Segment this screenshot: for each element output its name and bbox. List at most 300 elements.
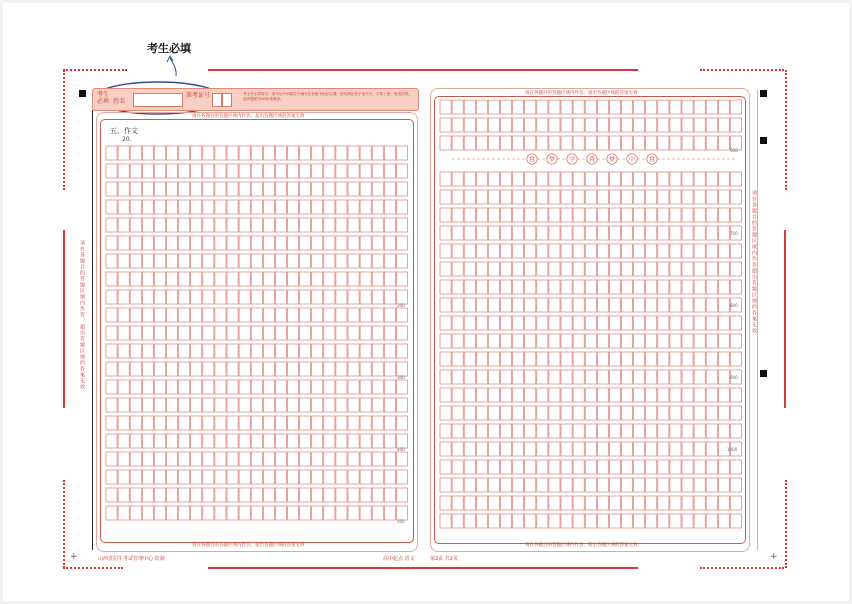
- grid-cell[interactable]: [670, 208, 681, 222]
- grid-cell[interactable]: [706, 352, 717, 366]
- grid-cell[interactable]: [646, 244, 657, 258]
- grid-cell[interactable]: [622, 136, 633, 150]
- grid-cell[interactable]: [464, 478, 475, 492]
- grid-cell[interactable]: [476, 190, 487, 204]
- grid-cell[interactable]: [622, 514, 633, 528]
- grid-cell[interactable]: [573, 514, 584, 528]
- grid-cell[interactable]: [585, 136, 596, 150]
- grid-cell[interactable]: [694, 478, 705, 492]
- grid-cell[interactable]: [513, 262, 524, 276]
- grid-cell[interactable]: [476, 226, 487, 240]
- grid-cell[interactable]: [513, 424, 524, 438]
- grid-cell[interactable]: [573, 226, 584, 240]
- grid-cell[interactable]: [573, 478, 584, 492]
- grid-cell[interactable]: [670, 388, 681, 402]
- grid-cell[interactable]: [585, 190, 596, 204]
- grid-cell[interactable]: [609, 424, 620, 438]
- grid-cell[interactable]: [718, 460, 729, 474]
- grid-cell[interactable]: [730, 244, 741, 258]
- grid-cell[interactable]: [682, 496, 693, 510]
- grid-cell[interactable]: [513, 316, 524, 330]
- grid-cell[interactable]: [537, 334, 548, 348]
- grid-cell[interactable]: [597, 298, 608, 312]
- grid-cell[interactable]: [452, 442, 463, 456]
- grid-cell[interactable]: [718, 388, 729, 402]
- grid-cell[interactable]: [549, 172, 560, 186]
- grid-cell[interactable]: [525, 460, 536, 474]
- grid-cell[interactable]: [585, 334, 596, 348]
- grid-cell[interactable]: [658, 190, 669, 204]
- grid-cell[interactable]: [585, 514, 596, 528]
- grid-cell[interactable]: [597, 172, 608, 186]
- grid-cell[interactable]: [501, 442, 512, 456]
- grid-cell[interactable]: [525, 496, 536, 510]
- grid-cell[interactable]: [658, 316, 669, 330]
- grid-cell[interactable]: [706, 136, 717, 150]
- grid-cell[interactable]: [706, 118, 717, 132]
- grid-cell[interactable]: [730, 514, 741, 528]
- grid-cell[interactable]: [525, 514, 536, 528]
- grid-cell[interactable]: [622, 172, 633, 186]
- grid-cell[interactable]: [694, 334, 705, 348]
- grid-cell[interactable]: [501, 262, 512, 276]
- grid-cell[interactable]: [573, 406, 584, 420]
- grid-cell[interactable]: [452, 226, 463, 240]
- grid-cell[interactable]: [501, 496, 512, 510]
- grid-cell[interactable]: [464, 496, 475, 510]
- grid-cell[interactable]: [452, 208, 463, 222]
- grid-cell[interactable]: [452, 136, 463, 150]
- grid-cell[interactable]: [682, 406, 693, 420]
- grid-cell[interactable]: [730, 118, 741, 132]
- grid-cell[interactable]: [670, 460, 681, 474]
- grid-cell[interactable]: [730, 406, 741, 420]
- grid-cell[interactable]: [501, 226, 512, 240]
- grid-cell[interactable]: [670, 442, 681, 456]
- grid-cell[interactable]: [609, 478, 620, 492]
- grid-cell[interactable]: [549, 514, 560, 528]
- grid-cell[interactable]: [452, 190, 463, 204]
- grid-cell[interactable]: [488, 118, 499, 132]
- grid-cell[interactable]: [525, 190, 536, 204]
- grid-cell[interactable]: [658, 496, 669, 510]
- grid-cell[interactable]: [634, 442, 645, 456]
- grid-cell[interactable]: [573, 298, 584, 312]
- grid-cell[interactable]: [452, 100, 463, 114]
- grid-cell[interactable]: [537, 226, 548, 240]
- grid-cell[interactable]: [488, 442, 499, 456]
- grid-cell[interactable]: [670, 370, 681, 384]
- grid-cell[interactable]: [452, 298, 463, 312]
- grid-cell[interactable]: [537, 352, 548, 366]
- grid-cell[interactable]: [634, 226, 645, 240]
- grid-cell[interactable]: [501, 190, 512, 204]
- grid-cell[interactable]: [561, 514, 572, 528]
- grid-cell[interactable]: [634, 370, 645, 384]
- grid-cell[interactable]: [488, 334, 499, 348]
- grid-cell[interactable]: [718, 316, 729, 330]
- grid-cell[interactable]: [549, 370, 560, 384]
- grid-cell[interactable]: [464, 208, 475, 222]
- grid-cell[interactable]: [452, 388, 463, 402]
- grid-cell[interactable]: [452, 280, 463, 294]
- grid-cell[interactable]: [682, 298, 693, 312]
- grid-cell[interactable]: [488, 496, 499, 510]
- grid-cell[interactable]: [549, 190, 560, 204]
- grid-cell[interactable]: [597, 478, 608, 492]
- grid-cell[interactable]: [585, 424, 596, 438]
- grid-cell[interactable]: [585, 460, 596, 474]
- grid-cell[interactable]: [561, 496, 572, 510]
- grid-cell[interactable]: [501, 334, 512, 348]
- grid-cell[interactable]: [682, 334, 693, 348]
- grid-cell[interactable]: [501, 460, 512, 474]
- grid-cell[interactable]: [549, 118, 560, 132]
- grid-cell[interactable]: [573, 190, 584, 204]
- grid-cell[interactable]: [646, 136, 657, 150]
- grid-cell[interactable]: [464, 316, 475, 330]
- grid-cell[interactable]: [476, 118, 487, 132]
- grid-cell[interactable]: [476, 136, 487, 150]
- grid-cell[interactable]: [525, 118, 536, 132]
- grid-cell[interactable]: [452, 406, 463, 420]
- grid-cell[interactable]: [670, 406, 681, 420]
- grid-cell[interactable]: [682, 316, 693, 330]
- grid-cell[interactable]: [634, 298, 645, 312]
- grid-cell[interactable]: [658, 352, 669, 366]
- grid-cell[interactable]: [609, 100, 620, 114]
- grid-cell[interactable]: [501, 172, 512, 186]
- grid-cell[interactable]: [682, 514, 693, 528]
- grid-cell[interactable]: [513, 118, 524, 132]
- grid-cell[interactable]: [573, 316, 584, 330]
- grid-cell[interactable]: [476, 514, 487, 528]
- grid-cell[interactable]: [682, 442, 693, 456]
- grid-cell[interactable]: [513, 370, 524, 384]
- grid-cell[interactable]: [609, 118, 620, 132]
- grid-cell[interactable]: [634, 334, 645, 348]
- grid-cell[interactable]: [464, 298, 475, 312]
- grid-cell[interactable]: [513, 172, 524, 186]
- grid-cell[interactable]: [670, 100, 681, 114]
- grid-cell[interactable]: [706, 316, 717, 330]
- grid-cell[interactable]: [525, 370, 536, 384]
- grid-cell[interactable]: [670, 316, 681, 330]
- grid-cell[interactable]: [682, 136, 693, 150]
- grid-cell[interactable]: [440, 244, 451, 258]
- grid-cell[interactable]: [634, 172, 645, 186]
- grid-cell[interactable]: [718, 118, 729, 132]
- grid-cell[interactable]: [585, 478, 596, 492]
- grid-cell[interactable]: [476, 370, 487, 384]
- grid-cell[interactable]: [476, 298, 487, 312]
- grid-cell[interactable]: [622, 460, 633, 474]
- grid-cell[interactable]: [452, 478, 463, 492]
- grid-cell[interactable]: [609, 280, 620, 294]
- grid-cell[interactable]: [634, 316, 645, 330]
- grid-cell[interactable]: [488, 136, 499, 150]
- grid-cell[interactable]: [513, 190, 524, 204]
- grid-cell[interactable]: [513, 136, 524, 150]
- grid-cell[interactable]: [670, 244, 681, 258]
- grid-cell[interactable]: [488, 460, 499, 474]
- grid-cell[interactable]: [658, 118, 669, 132]
- grid-cell[interactable]: [440, 298, 451, 312]
- grid-cell[interactable]: [634, 406, 645, 420]
- grid-cell[interactable]: [585, 298, 596, 312]
- grid-cell[interactable]: [585, 244, 596, 258]
- grid-cell[interactable]: [513, 460, 524, 474]
- grid-cell[interactable]: [597, 136, 608, 150]
- grid-cell[interactable]: [561, 424, 572, 438]
- grid-cell[interactable]: [597, 280, 608, 294]
- grid-cell[interactable]: [658, 514, 669, 528]
- grid-cell[interactable]: [718, 352, 729, 366]
- grid-cell[interactable]: [549, 208, 560, 222]
- grid-cell[interactable]: [561, 226, 572, 240]
- grid-cell[interactable]: [525, 406, 536, 420]
- grid-cell[interactable]: [706, 496, 717, 510]
- grid-cell[interactable]: [597, 208, 608, 222]
- grid-cell[interactable]: [658, 208, 669, 222]
- grid-cell[interactable]: [609, 190, 620, 204]
- grid-cell[interactable]: [682, 262, 693, 276]
- grid-cell[interactable]: [573, 388, 584, 402]
- grid-cell[interactable]: [646, 172, 657, 186]
- grid-cell[interactable]: [440, 388, 451, 402]
- grid-cell[interactable]: [730, 460, 741, 474]
- grid-cell[interactable]: [585, 118, 596, 132]
- grid-cell[interactable]: [585, 316, 596, 330]
- grid-cell[interactable]: [561, 208, 572, 222]
- grid-cell[interactable]: [730, 388, 741, 402]
- grid-cell[interactable]: [658, 100, 669, 114]
- grid-cell[interactable]: [501, 244, 512, 258]
- grid-cell[interactable]: [646, 262, 657, 276]
- grid-cell[interactable]: [549, 424, 560, 438]
- grid-cell[interactable]: [646, 370, 657, 384]
- grid-cell[interactable]: [658, 172, 669, 186]
- grid-cell[interactable]: [549, 334, 560, 348]
- grid-cell[interactable]: [585, 172, 596, 186]
- grid-cell[interactable]: [476, 316, 487, 330]
- grid-cell[interactable]: [670, 424, 681, 438]
- grid-cell[interactable]: [658, 280, 669, 294]
- grid-cell[interactable]: [525, 298, 536, 312]
- grid-cell[interactable]: [634, 118, 645, 132]
- grid-cell[interactable]: [646, 190, 657, 204]
- grid-cell[interactable]: [597, 244, 608, 258]
- grid-cell[interactable]: [646, 388, 657, 402]
- grid-cell[interactable]: [452, 262, 463, 276]
- grid-cell[interactable]: [549, 100, 560, 114]
- grid-cell[interactable]: [476, 208, 487, 222]
- grid-cell[interactable]: [476, 334, 487, 348]
- grid-cell[interactable]: [622, 190, 633, 204]
- grid-cell[interactable]: [561, 190, 572, 204]
- grid-cell[interactable]: [622, 262, 633, 276]
- grid-cell[interactable]: [440, 280, 451, 294]
- grid-cell[interactable]: [440, 370, 451, 384]
- grid-cell[interactable]: [658, 244, 669, 258]
- grid-cell[interactable]: [440, 100, 451, 114]
- grid-cell[interactable]: [537, 442, 548, 456]
- grid-cell[interactable]: [597, 100, 608, 114]
- grid-cell[interactable]: [476, 244, 487, 258]
- grid-cell[interactable]: [537, 208, 548, 222]
- grid-cell[interactable]: [537, 100, 548, 114]
- grid-cell[interactable]: [694, 514, 705, 528]
- grid-cell[interactable]: [488, 208, 499, 222]
- grid-cell[interactable]: [646, 334, 657, 348]
- grid-cell[interactable]: [525, 262, 536, 276]
- grid-cell[interactable]: [488, 316, 499, 330]
- grid-cell[interactable]: [585, 388, 596, 402]
- grid-cell[interactable]: [682, 424, 693, 438]
- grid-cell[interactable]: [464, 334, 475, 348]
- grid-cell[interactable]: [537, 460, 548, 474]
- grid-cell[interactable]: [585, 442, 596, 456]
- grid-cell[interactable]: [670, 226, 681, 240]
- grid-cell[interactable]: [694, 406, 705, 420]
- grid-cell[interactable]: [706, 370, 717, 384]
- grid-cell[interactable]: [646, 406, 657, 420]
- grid-cell[interactable]: [634, 496, 645, 510]
- grid-cell[interactable]: [670, 190, 681, 204]
- grid-cell[interactable]: [658, 136, 669, 150]
- grid-cell[interactable]: [706, 208, 717, 222]
- grid-cell[interactable]: [549, 262, 560, 276]
- grid-cell[interactable]: [525, 442, 536, 456]
- grid-cell[interactable]: [706, 424, 717, 438]
- grid-cell[interactable]: [501, 118, 512, 132]
- grid-cell[interactable]: [622, 100, 633, 114]
- grid-cell[interactable]: [706, 334, 717, 348]
- grid-cell[interactable]: [452, 352, 463, 366]
- grid-cell[interactable]: [682, 172, 693, 186]
- grid-cell[interactable]: [694, 208, 705, 222]
- grid-cell[interactable]: [597, 370, 608, 384]
- grid-cell[interactable]: [658, 388, 669, 402]
- grid-cell[interactable]: [488, 406, 499, 420]
- grid-cell[interactable]: [573, 370, 584, 384]
- grid-cell[interactable]: [658, 298, 669, 312]
- grid-cell[interactable]: [682, 190, 693, 204]
- grid-cell[interactable]: [452, 460, 463, 474]
- grid-cell[interactable]: [525, 172, 536, 186]
- grid-cell[interactable]: [622, 406, 633, 420]
- grid-cell[interactable]: [622, 496, 633, 510]
- grid-cell[interactable]: [585, 406, 596, 420]
- grid-cell[interactable]: [440, 262, 451, 276]
- grid-cell[interactable]: [646, 208, 657, 222]
- grid-cell[interactable]: [706, 442, 717, 456]
- grid-cell[interactable]: [658, 406, 669, 420]
- grid-cell[interactable]: [525, 424, 536, 438]
- grid-cell[interactable]: [513, 496, 524, 510]
- grid-cell[interactable]: [597, 352, 608, 366]
- grid-cell[interactable]: [488, 514, 499, 528]
- grid-cell[interactable]: [476, 442, 487, 456]
- grid-cell[interactable]: [597, 118, 608, 132]
- grid-cell[interactable]: [706, 226, 717, 240]
- grid-cell[interactable]: [706, 172, 717, 186]
- grid-cell[interactable]: [597, 190, 608, 204]
- grid-cell[interactable]: [573, 136, 584, 150]
- grid-cell[interactable]: [634, 280, 645, 294]
- grid-cell[interactable]: [597, 316, 608, 330]
- grid-cell[interactable]: [694, 190, 705, 204]
- grid-cell[interactable]: [525, 226, 536, 240]
- grid-cell[interactable]: [537, 118, 548, 132]
- grid-cell[interactable]: [573, 334, 584, 348]
- grid-cell[interactable]: [718, 334, 729, 348]
- grid-cell[interactable]: [706, 244, 717, 258]
- grid-cell[interactable]: [694, 226, 705, 240]
- grid-cell[interactable]: [622, 244, 633, 258]
- grid-cell[interactable]: [646, 352, 657, 366]
- grid-cell[interactable]: [501, 406, 512, 420]
- grid-cell[interactable]: [561, 316, 572, 330]
- grid-cell[interactable]: [440, 334, 451, 348]
- grid-cell[interactable]: [706, 280, 717, 294]
- grid-cell[interactable]: [537, 316, 548, 330]
- grid-cell[interactable]: [537, 172, 548, 186]
- grid-cell[interactable]: [646, 226, 657, 240]
- grid-cell[interactable]: [561, 478, 572, 492]
- grid-cell[interactable]: [597, 226, 608, 240]
- grid-cell[interactable]: [464, 370, 475, 384]
- grid-cell[interactable]: [694, 460, 705, 474]
- grid-cell[interactable]: [718, 208, 729, 222]
- grid-cell[interactable]: [658, 442, 669, 456]
- grid-cell[interactable]: [730, 262, 741, 276]
- grid-cell[interactable]: [525, 136, 536, 150]
- grid-cell[interactable]: [476, 460, 487, 474]
- grid-cell[interactable]: [573, 172, 584, 186]
- grid-cell[interactable]: [452, 316, 463, 330]
- grid-cell[interactable]: [658, 262, 669, 276]
- grid-cell[interactable]: [561, 388, 572, 402]
- grid-cell[interactable]: [561, 172, 572, 186]
- grid-cell[interactable]: [622, 118, 633, 132]
- grid-cell[interactable]: [440, 406, 451, 420]
- grid-cell[interactable]: [537, 370, 548, 384]
- grid-cell[interactable]: [670, 136, 681, 150]
- grid-cell[interactable]: [694, 388, 705, 402]
- grid-cell[interactable]: [476, 262, 487, 276]
- grid-cell[interactable]: [609, 496, 620, 510]
- grid-cell[interactable]: [730, 352, 741, 366]
- grid-cell[interactable]: [464, 424, 475, 438]
- grid-cell[interactable]: [440, 478, 451, 492]
- grid-cell[interactable]: [622, 316, 633, 330]
- grid-cell[interactable]: [549, 352, 560, 366]
- grid-cell[interactable]: [730, 334, 741, 348]
- grid-cell[interactable]: [561, 298, 572, 312]
- grid-cell[interactable]: [718, 406, 729, 420]
- grid-cell[interactable]: [682, 352, 693, 366]
- grid-cell[interactable]: [694, 352, 705, 366]
- grid-cell[interactable]: [501, 208, 512, 222]
- grid-cell[interactable]: [609, 352, 620, 366]
- grid-cell[interactable]: [646, 100, 657, 114]
- grid-cell[interactable]: [513, 478, 524, 492]
- grid-cell[interactable]: [658, 460, 669, 474]
- grid-cell[interactable]: [682, 100, 693, 114]
- grid-cell[interactable]: [452, 424, 463, 438]
- grid-cell[interactable]: [440, 460, 451, 474]
